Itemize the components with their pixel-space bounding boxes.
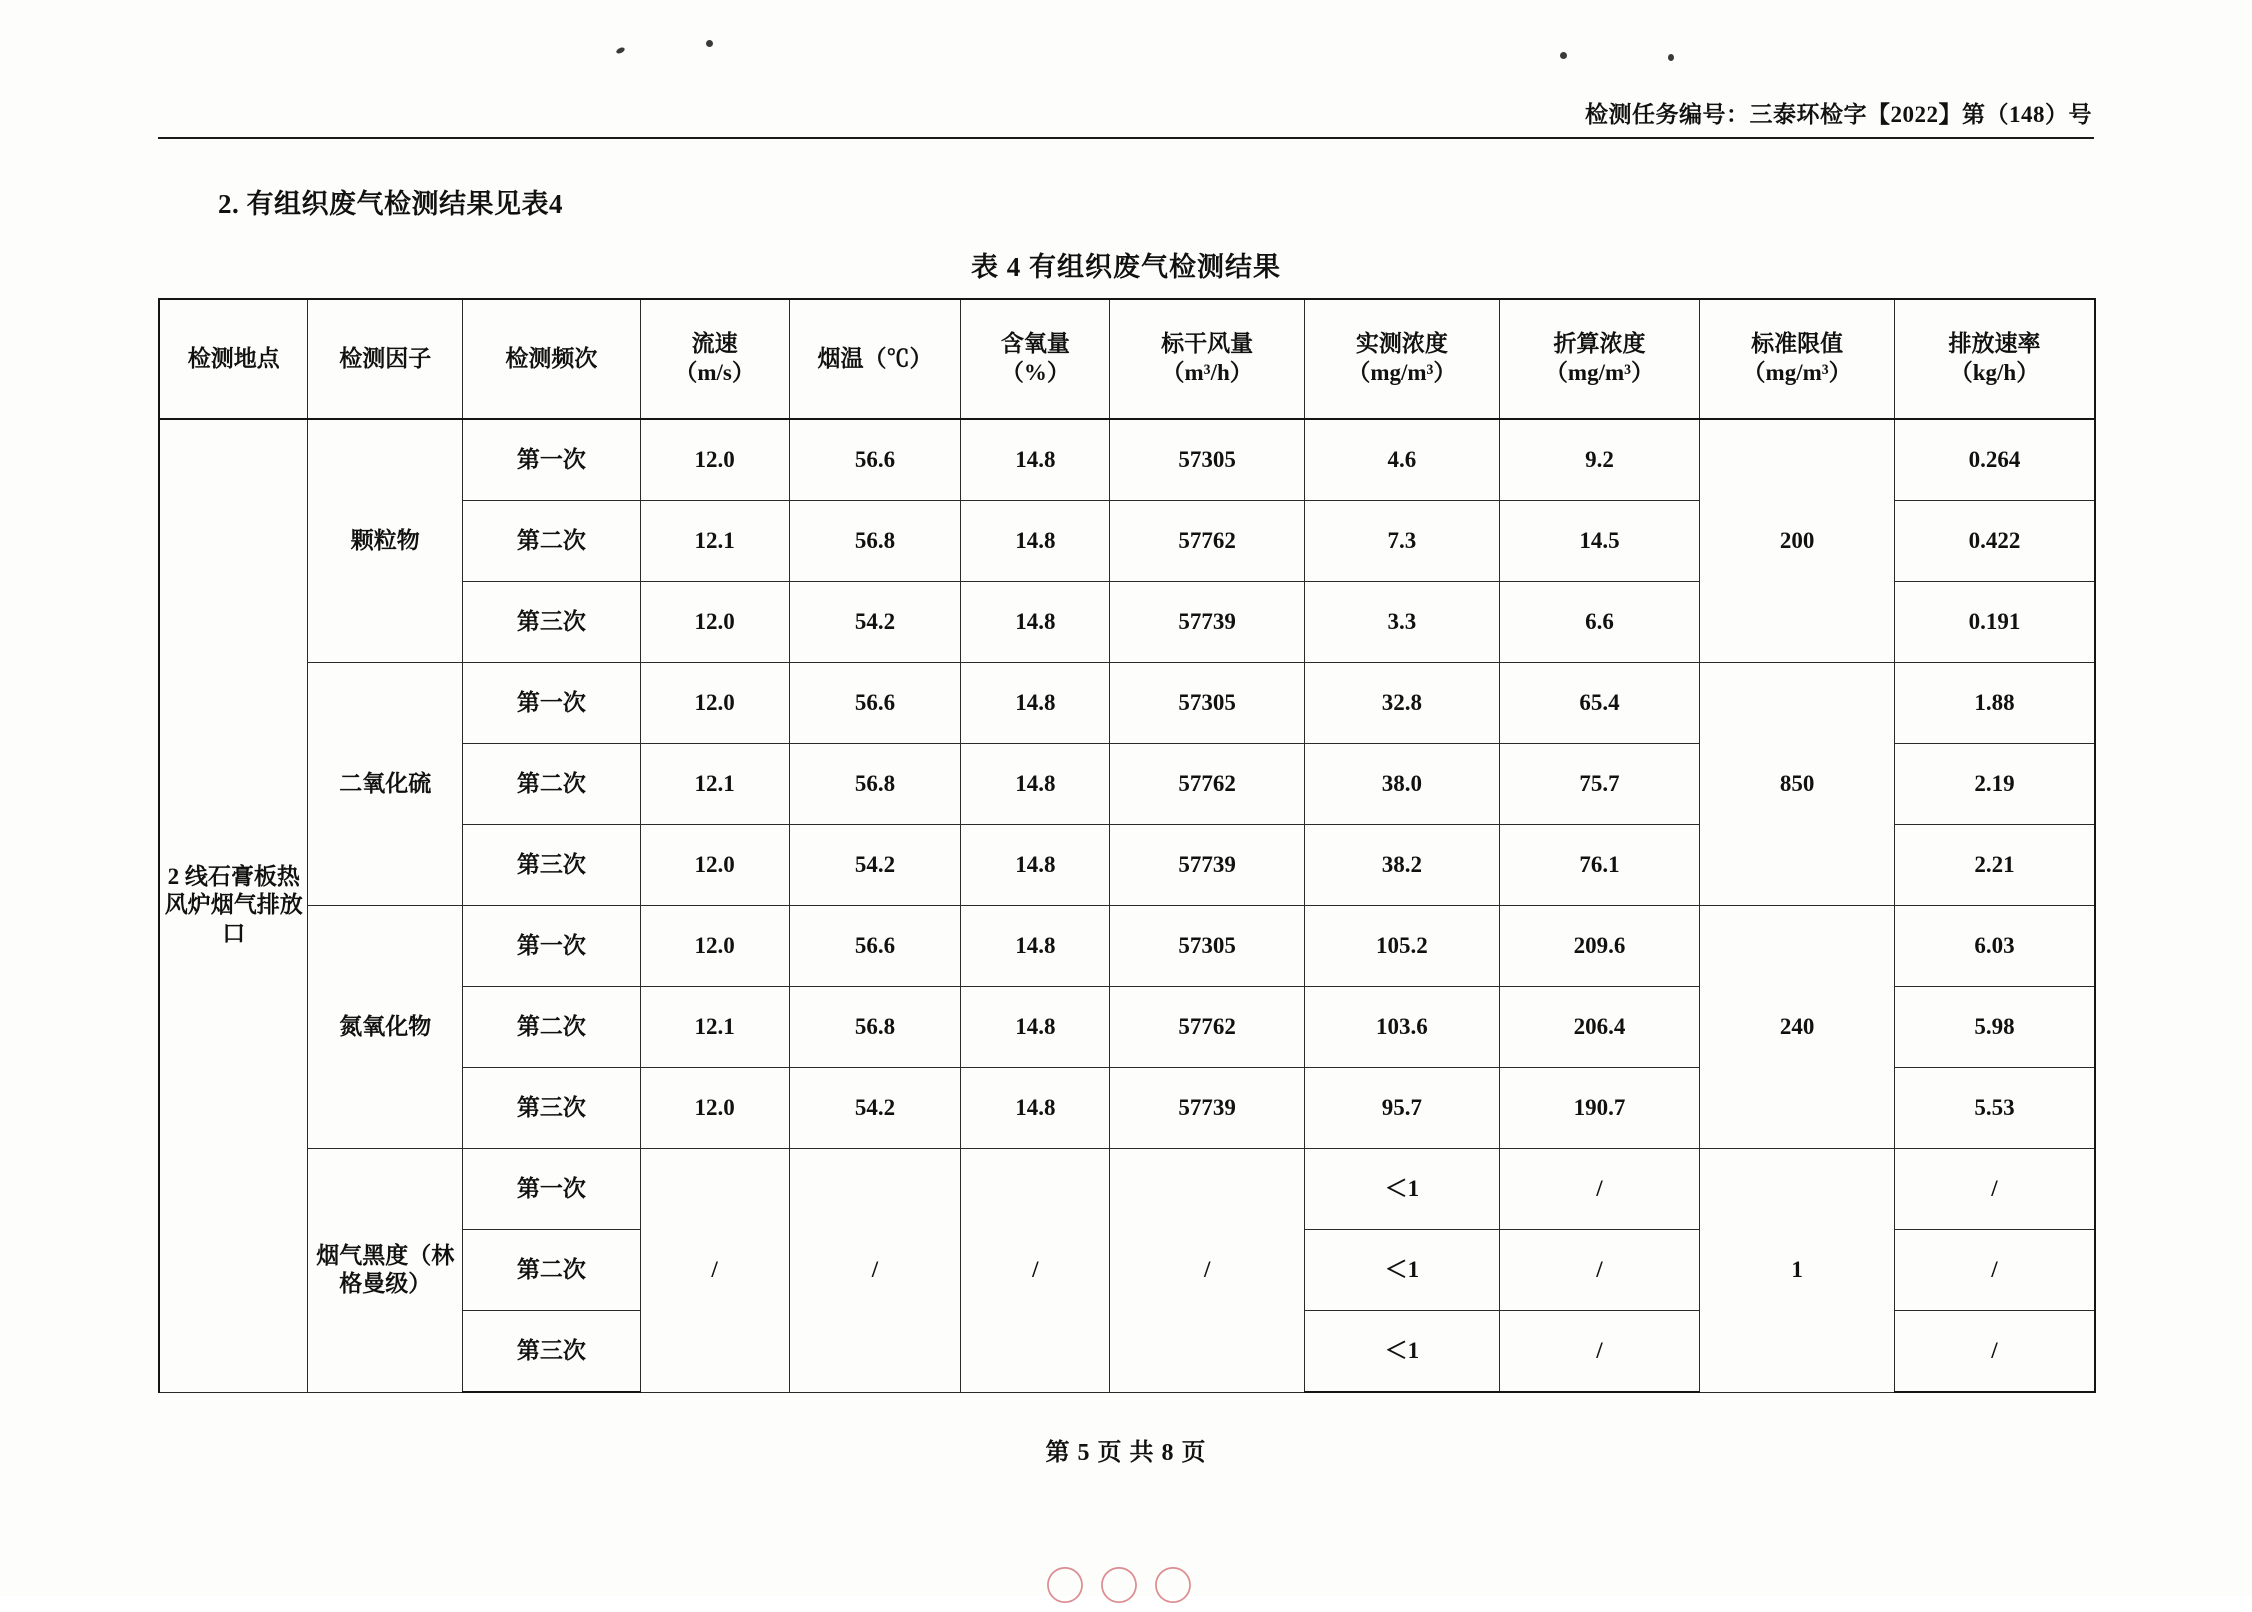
cell-converted: 190.7 xyxy=(1499,1068,1699,1149)
table-row xyxy=(159,419,2095,501)
cell-frequency: 第一次 xyxy=(463,663,641,744)
cell-temperature: 56.8 xyxy=(789,744,961,825)
cell-rate: / xyxy=(1894,1311,2095,1393)
cell-limit: 850 xyxy=(1700,663,1895,906)
header-measured xyxy=(1305,299,1500,419)
cell-velocity: 12.1 xyxy=(640,987,789,1068)
header-velocity-line2: （m/s） xyxy=(674,360,755,385)
cell-temperature: 56.6 xyxy=(789,663,961,744)
header-limit xyxy=(1700,299,1895,419)
header-location-line1: 检测地点 xyxy=(187,345,280,371)
cell-flow: 57739 xyxy=(1110,1068,1305,1149)
cell-rate: 0.264 xyxy=(1894,419,2095,501)
cell-velocity: 12.0 xyxy=(640,663,789,744)
cell-converted: 75.7 xyxy=(1499,744,1699,825)
cell-oxygen: 14.8 xyxy=(961,663,1110,744)
cell-frequency: 第三次 xyxy=(463,582,641,663)
cell-rate: 5.98 xyxy=(1894,987,2095,1068)
cell-frequency: 第一次 xyxy=(463,906,641,987)
cell-converted: 206.4 xyxy=(1499,987,1699,1068)
table-row xyxy=(159,1149,2095,1230)
cell-oxygen: 14.8 xyxy=(961,825,1110,906)
header-measured-line2: （mg/m³） xyxy=(1347,360,1457,385)
cell-oxygen: 14.8 xyxy=(961,1068,1110,1149)
cell-velocity: / xyxy=(640,1149,789,1393)
table-row xyxy=(159,663,2095,744)
header-converted-line2: （mg/m³） xyxy=(1544,360,1655,385)
cell-velocity: 12.1 xyxy=(640,501,789,582)
header-velocity-line1: 流速 xyxy=(691,331,738,357)
cell-temperature: 54.2 xyxy=(789,582,961,663)
cell-converted: 14.5 xyxy=(1499,501,1699,582)
cell-factor: 二氧化硫 xyxy=(308,663,463,906)
cell-rate: 0.191 xyxy=(1894,582,2095,663)
header-velocity xyxy=(640,299,789,419)
cell-measured: 95.7 xyxy=(1305,1068,1500,1149)
cell-velocity: 12.1 xyxy=(640,744,789,825)
cell-factor: 烟气黑度（林格曼级） xyxy=(308,1149,463,1393)
cell-temperature: / xyxy=(789,1149,961,1393)
table-row xyxy=(159,906,2095,987)
cell-flow: 57762 xyxy=(1110,987,1305,1068)
cell-velocity: 12.0 xyxy=(640,906,789,987)
header-temperature-line1: 烟温（℃） xyxy=(817,345,933,371)
cell-temperature: 54.2 xyxy=(789,1068,961,1149)
cell-frequency: 第二次 xyxy=(463,501,641,582)
scan-speck xyxy=(615,46,625,54)
header-oxygen xyxy=(961,299,1110,419)
table-caption: 表 4 有组织废气检测结果 xyxy=(971,252,1281,282)
cell-frequency: 第二次 xyxy=(463,1230,641,1311)
cell-frequency: 第一次 xyxy=(463,1149,641,1230)
cell-velocity: 12.0 xyxy=(640,582,789,663)
cell-measured: 7.3 xyxy=(1305,501,1500,582)
cell-oxygen: 14.8 xyxy=(961,744,1110,825)
cell-converted: 6.6 xyxy=(1499,582,1699,663)
cell-measured: 38.0 xyxy=(1305,744,1500,825)
page-footer: 第 5 页 共 8 页 xyxy=(1045,1440,1207,1466)
cell-rate: 2.21 xyxy=(1894,825,2095,906)
scan-speck xyxy=(706,40,713,47)
header-converted xyxy=(1499,299,1699,419)
header-measured-line1: 实测浓度 xyxy=(1355,331,1448,357)
cell-flow: 57739 xyxy=(1110,825,1305,906)
cell-limit: 240 xyxy=(1700,906,1895,1149)
cell-temperature: 56.8 xyxy=(789,501,961,582)
cell-measured: ＜1 xyxy=(1305,1311,1500,1393)
header-flow-line1: 标干风量 xyxy=(1161,331,1254,357)
cell-flow: 57305 xyxy=(1110,663,1305,744)
cell-frequency: 第一次 xyxy=(463,419,641,501)
table-header-row xyxy=(159,299,2095,419)
cell-flow: 57739 xyxy=(1110,582,1305,663)
cell-converted: / xyxy=(1499,1311,1699,1393)
cell-rate: 5.53 xyxy=(1894,1068,2095,1149)
header-rate xyxy=(1894,299,2095,419)
header-flow xyxy=(1110,299,1305,419)
header-frequency xyxy=(463,299,641,419)
cell-converted: 209.6 xyxy=(1499,906,1699,987)
header-temperature xyxy=(789,299,961,419)
cell-oxygen: 14.8 xyxy=(961,987,1110,1068)
scan-speck xyxy=(1560,52,1567,59)
cell-converted: 9.2 xyxy=(1499,419,1699,501)
cell-frequency: 第二次 xyxy=(463,744,641,825)
cell-oxygen: 14.8 xyxy=(961,582,1110,663)
cell-measured: 32.8 xyxy=(1305,663,1500,744)
header-frequency-line1: 检测频次 xyxy=(505,345,598,371)
header-rate-line2: （kg/h） xyxy=(1949,360,2040,385)
seal-mark: 〇〇〇 xyxy=(1045,1564,1207,1609)
cell-flow: 57305 xyxy=(1110,906,1305,987)
cell-rate: 0.422 xyxy=(1894,501,2095,582)
header-limit-line1: 标准限值 xyxy=(1751,331,1844,357)
cell-frequency: 第三次 xyxy=(463,1311,641,1393)
header-rule xyxy=(158,137,2094,139)
cell-measured: ＜1 xyxy=(1305,1149,1500,1230)
cell-flow: 57305 xyxy=(1110,419,1305,501)
section-title: 2. 有组织废气检测结果见表4 xyxy=(218,189,563,219)
cell-rate: / xyxy=(1894,1149,2095,1230)
cell-converted: / xyxy=(1499,1149,1699,1230)
cell-rate: 6.03 xyxy=(1894,906,2095,987)
cell-flow: 57762 xyxy=(1110,501,1305,582)
cell-temperature: 56.6 xyxy=(789,419,961,501)
header-factor xyxy=(308,299,463,419)
cell-oxygen: 14.8 xyxy=(961,501,1110,582)
header-converted-line1: 折算浓度 xyxy=(1553,331,1646,357)
cell-measured: 105.2 xyxy=(1305,906,1500,987)
scan-speck xyxy=(1668,54,1674,61)
cell-velocity: 12.0 xyxy=(640,1068,789,1149)
cell-measured: 3.3 xyxy=(1305,582,1500,663)
results-table-container xyxy=(158,298,2096,1393)
results-table xyxy=(158,298,2096,1393)
cell-flow: 57762 xyxy=(1110,744,1305,825)
header-limit-line2: （mg/m³） xyxy=(1742,360,1852,385)
cell-velocity: 12.0 xyxy=(640,825,789,906)
header-oxygen-line2: （%） xyxy=(1000,360,1070,385)
header-oxygen-line1: 含氧量 xyxy=(1000,331,1070,357)
cell-measured: ＜1 xyxy=(1305,1230,1500,1311)
cell-factor: 氮氧化物 xyxy=(308,906,463,1149)
cell-measured: 38.2 xyxy=(1305,825,1500,906)
cell-velocity: 12.0 xyxy=(640,419,789,501)
cell-rate: / xyxy=(1894,1230,2095,1311)
cell-flow: / xyxy=(1110,1149,1305,1393)
cell-limit: 1 xyxy=(1700,1149,1895,1393)
header-flow-line2: （m³/h） xyxy=(1161,360,1253,385)
header-factor-line1: 检测因子 xyxy=(339,345,432,371)
cell-temperature: 56.6 xyxy=(789,906,961,987)
cell-temperature: 56.8 xyxy=(789,987,961,1068)
cell-oxygen: 14.8 xyxy=(961,419,1110,501)
document-code: 检测任务编号：三泰环检字【2022】第（148）号 xyxy=(1585,102,2092,127)
cell-converted: 65.4 xyxy=(1499,663,1699,744)
cell-measured: 103.6 xyxy=(1305,987,1500,1068)
cell-frequency: 第三次 xyxy=(463,1068,641,1149)
cell-frequency: 第二次 xyxy=(463,987,641,1068)
cell-rate: 1.88 xyxy=(1894,663,2095,744)
cell-oxygen: / xyxy=(961,1149,1110,1393)
header-rate-line1: 排放速率 xyxy=(1948,331,2041,357)
cell-converted: / xyxy=(1499,1230,1699,1311)
cell-factor: 颗粒物 xyxy=(308,419,463,663)
cell-temperature: 54.2 xyxy=(789,825,961,906)
cell-measured: 4.6 xyxy=(1305,419,1500,501)
cell-converted: 76.1 xyxy=(1499,825,1699,906)
header-location xyxy=(159,299,308,419)
cell-limit: 200 xyxy=(1700,419,1895,663)
cell-location: 2 线石膏板热风炉烟气排放口 xyxy=(159,419,308,1392)
cell-rate: 2.19 xyxy=(1894,744,2095,825)
cell-frequency: 第三次 xyxy=(463,825,641,906)
cell-oxygen: 14.8 xyxy=(961,906,1110,987)
